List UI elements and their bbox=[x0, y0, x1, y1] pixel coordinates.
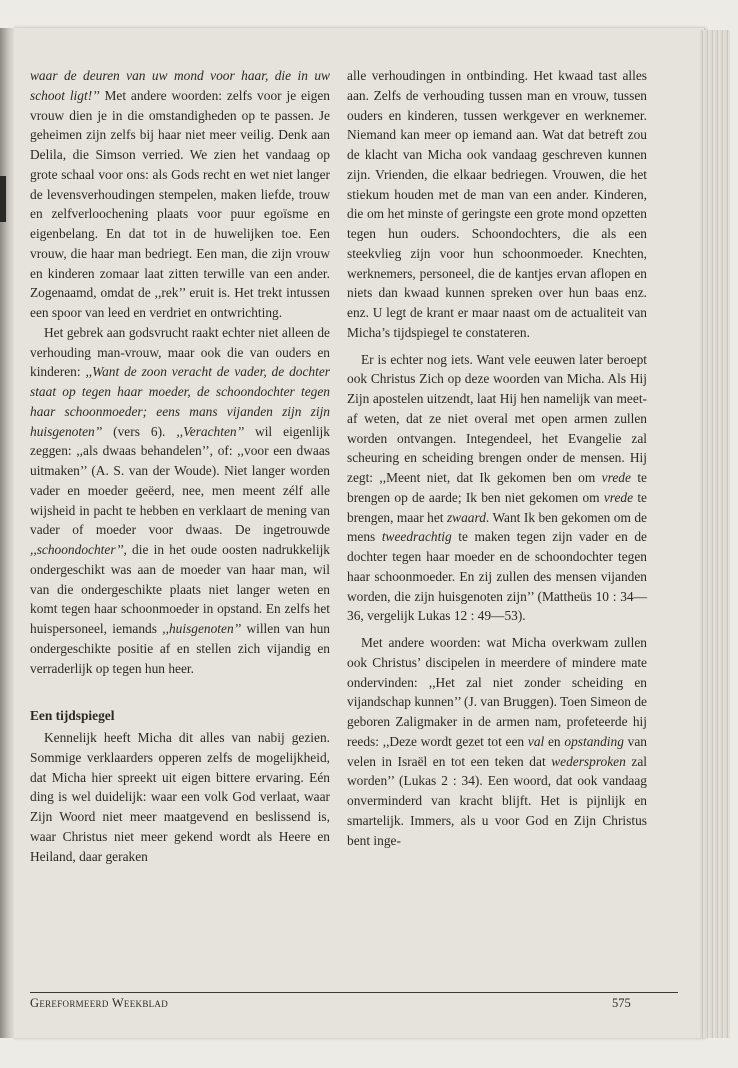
text-run: (vers 6). bbox=[102, 423, 177, 439]
page-number: 575 bbox=[612, 996, 631, 1010]
text-run: en bbox=[544, 733, 565, 749]
italic-run: ,,schoondochter’’ bbox=[30, 542, 124, 557]
publication-name: Gereformeerd Weekblad bbox=[30, 996, 169, 1010]
text-run: van velen in Israël en tot een teken dat bbox=[347, 733, 647, 769]
text-run: te brengen op de aarde; Ik ben niet gekomen om bbox=[347, 470, 647, 505]
italic-run: val bbox=[527, 733, 545, 749]
text-run: te maken tegen zijn vader en de dochter tegen haar moeder en de schoondochter tegen haar schoonmoeder. En zij zullen des mensen vijanden worden, die zijn huisgenoten zijn’’ (Mattheüs 10 : 34—36, vergelijk Lukas 12 : 49—53). bbox=[347, 529, 647, 624]
text-run: Met andere woorden: zelfs voor je eigen vrouw dien je in die omstandigheden op te passen. Je geheimen zijn zelfs bij haar niet meer veilig. Denk aan Delila, die Simson verried. We zien het vandaag op grote schaal voor ons: als Gods recht en wet niet langer de levensverhoudingen stempelen, maken liefde, trouw en zelfverloochening plaats voor puur egoïsme en eigenbelang. En dat tot in de huwelijken toe. Een vrouw, die haar man bedriegt. Een man, die zijn vrouw en kinderen zomaar laat zitten terwille van een ander. Zogenaamd, omdat de ,,rek’’ eruit is. Het trekt intussen een spoor van leed en verdriet en ontwrichting. bbox=[30, 87, 331, 320]
text-run: zal worden’’ (Lukas 2 : 34). Een woord, dat ook vandaag onverminderd van kracht blijft. Het is pijnlijk en smartelijk. Immers, als u voor God en Zijn Christus bent inge- bbox=[347, 753, 647, 848]
left-paragraph-2 bbox=[30, 323, 330, 679]
left-paragraph-3: Kennelijk heeft Micha dit alles van nabij gezien. Sommige verklaarders opperen zelfs de mogelijkheid, dat Micha hier spreekt uit eigen bittere ervaring. Eén ding is wel duidelijk: waar een volk God verlaat, waar Zijn Woord niet meer maatgevend en beslissend is, waar Christus niet meer gekend wordt als Heere en Heiland, daar geraken bbox=[30, 730, 330, 864]
italic-run: waar de deuren van uw mond voor haar, die in uw schoot ligt!’’ bbox=[30, 68, 330, 103]
text-run: wil eigenlijk zeggen: ,,als dwaas behandelen’’, of: ,,voor een dwaas uitmaken’’ (A. S. van der Woude). Niet langer worden vader en moeder geëerd, nee, men meent zélf alle wijsheid in pacht te hebben en verklaart de mening van vader of moeder voor dwaas. De ingetrouwde bbox=[30, 423, 330, 538]
right-paragraph-3 bbox=[347, 633, 647, 850]
margin-mark bbox=[0, 176, 6, 222]
text-run: Met andere woorden: wat Micha overkwam zullen ook Christus’ discipelen in meerdere of mindere mate ondervinden: ,,Het zal niet zonder scheiding en vijandschap kunnen’’ (J. van Bruggen). Toen Simeon de geboren Zaligmaker in de armen nam, profeteerde hij reeds: ,,Deze wordt gezet tot een bbox=[347, 635, 647, 749]
italic-run: opstanding bbox=[564, 733, 624, 749]
text-run: Het gebrek aan godsvrucht raakt echter niet alleen de verhouding man-vrouw, maar ook die van ouders en kinderen: bbox=[30, 324, 330, 380]
text-run: . Want Ik ben gekomen om de mens bbox=[347, 509, 647, 545]
left-paragraph-1 bbox=[30, 66, 330, 323]
footer-rule bbox=[30, 992, 678, 993]
italic-run: ,,huisgenoten’’ bbox=[162, 621, 242, 636]
left-column bbox=[30, 66, 330, 866]
italic-run: ,,Want de zoon veracht de vader, de dochter staat op tegen haar moeder, de schoondochter tegen haar schoonmoeder; eens mans vijanden zijn zijn huisgenoten’’ bbox=[30, 364, 330, 439]
italic-run: tweedrachtig bbox=[381, 529, 452, 545]
text-run: Er is echter nog iets. Want vele eeuwen later beroept ook Christus Zich op deze woorden van Micha. Als Hij Zijn apostelen uitzendt, laat Hij hen namelijk van meet-af weten, dat ze niet overal met open armen zullen worden ontvangen. Integendeel, het Evangelie zal scheuring en scheiding brengen onder de mensen. Hij zegt: ,,Meent niet, dat Ik gekomen ben om bbox=[347, 351, 647, 485]
text-run: willen van hun ondergeschikte positie af en stellen zich vijandig en verraderlijk op tegen hun heer. bbox=[30, 621, 330, 676]
right-paragraph-1: alle verhoudingen in ontbinding. Het kwaad tast alles aan. Zelfs de verhouding tussen man en vrouw, tussen ouders en kinderen, tussen werkgever en werknemer. Niemand kan meer op iemand aan. Wat dat betreft zou de klacht van Micha ook vandaag geschreven kunnen zijn. Vrienden, die elkaar bedriegen. Vrouwen, die het stiekum houden met de man van een ander. Kinderen, die om het minste of geringste een grote mond opzetten tegen hun ouders. Schoondochters, die als een steekvlieg zijn voor hun schoonmoeder. Knechten, werknemers, personeel, die de kantjes ervan aflopen en niets dan kwaad kunnen spreken over hun baas enz. enz. U legt de krant er maar naast om de actualiteit van Micha’s tijdspiegel te constateren. bbox=[347, 68, 647, 340]
italic-run: ,,Verachten’’ bbox=[176, 423, 245, 439]
italic-run: wedersproken bbox=[551, 753, 626, 769]
italic-run: zwaard bbox=[446, 509, 486, 525]
italic-run: vrede bbox=[601, 470, 631, 485]
section-heading: Een tijdspiegel bbox=[30, 708, 115, 724]
italic-run: vrede bbox=[603, 489, 634, 505]
right-paragraph-2 bbox=[347, 350, 647, 627]
text-run: te brengen, maar het bbox=[347, 489, 647, 525]
page-edges bbox=[700, 30, 730, 1038]
text-run: , die in het oude oosten nadrukkelijk ondergeschikt was aan de moeder van haar man, wil van die ondergeschikte plaats niet langer weten en komt tegen haar schoonmoeder in opstand. En zelfs het huispersoneel, iemands bbox=[30, 542, 330, 636]
right-column bbox=[347, 66, 647, 850]
